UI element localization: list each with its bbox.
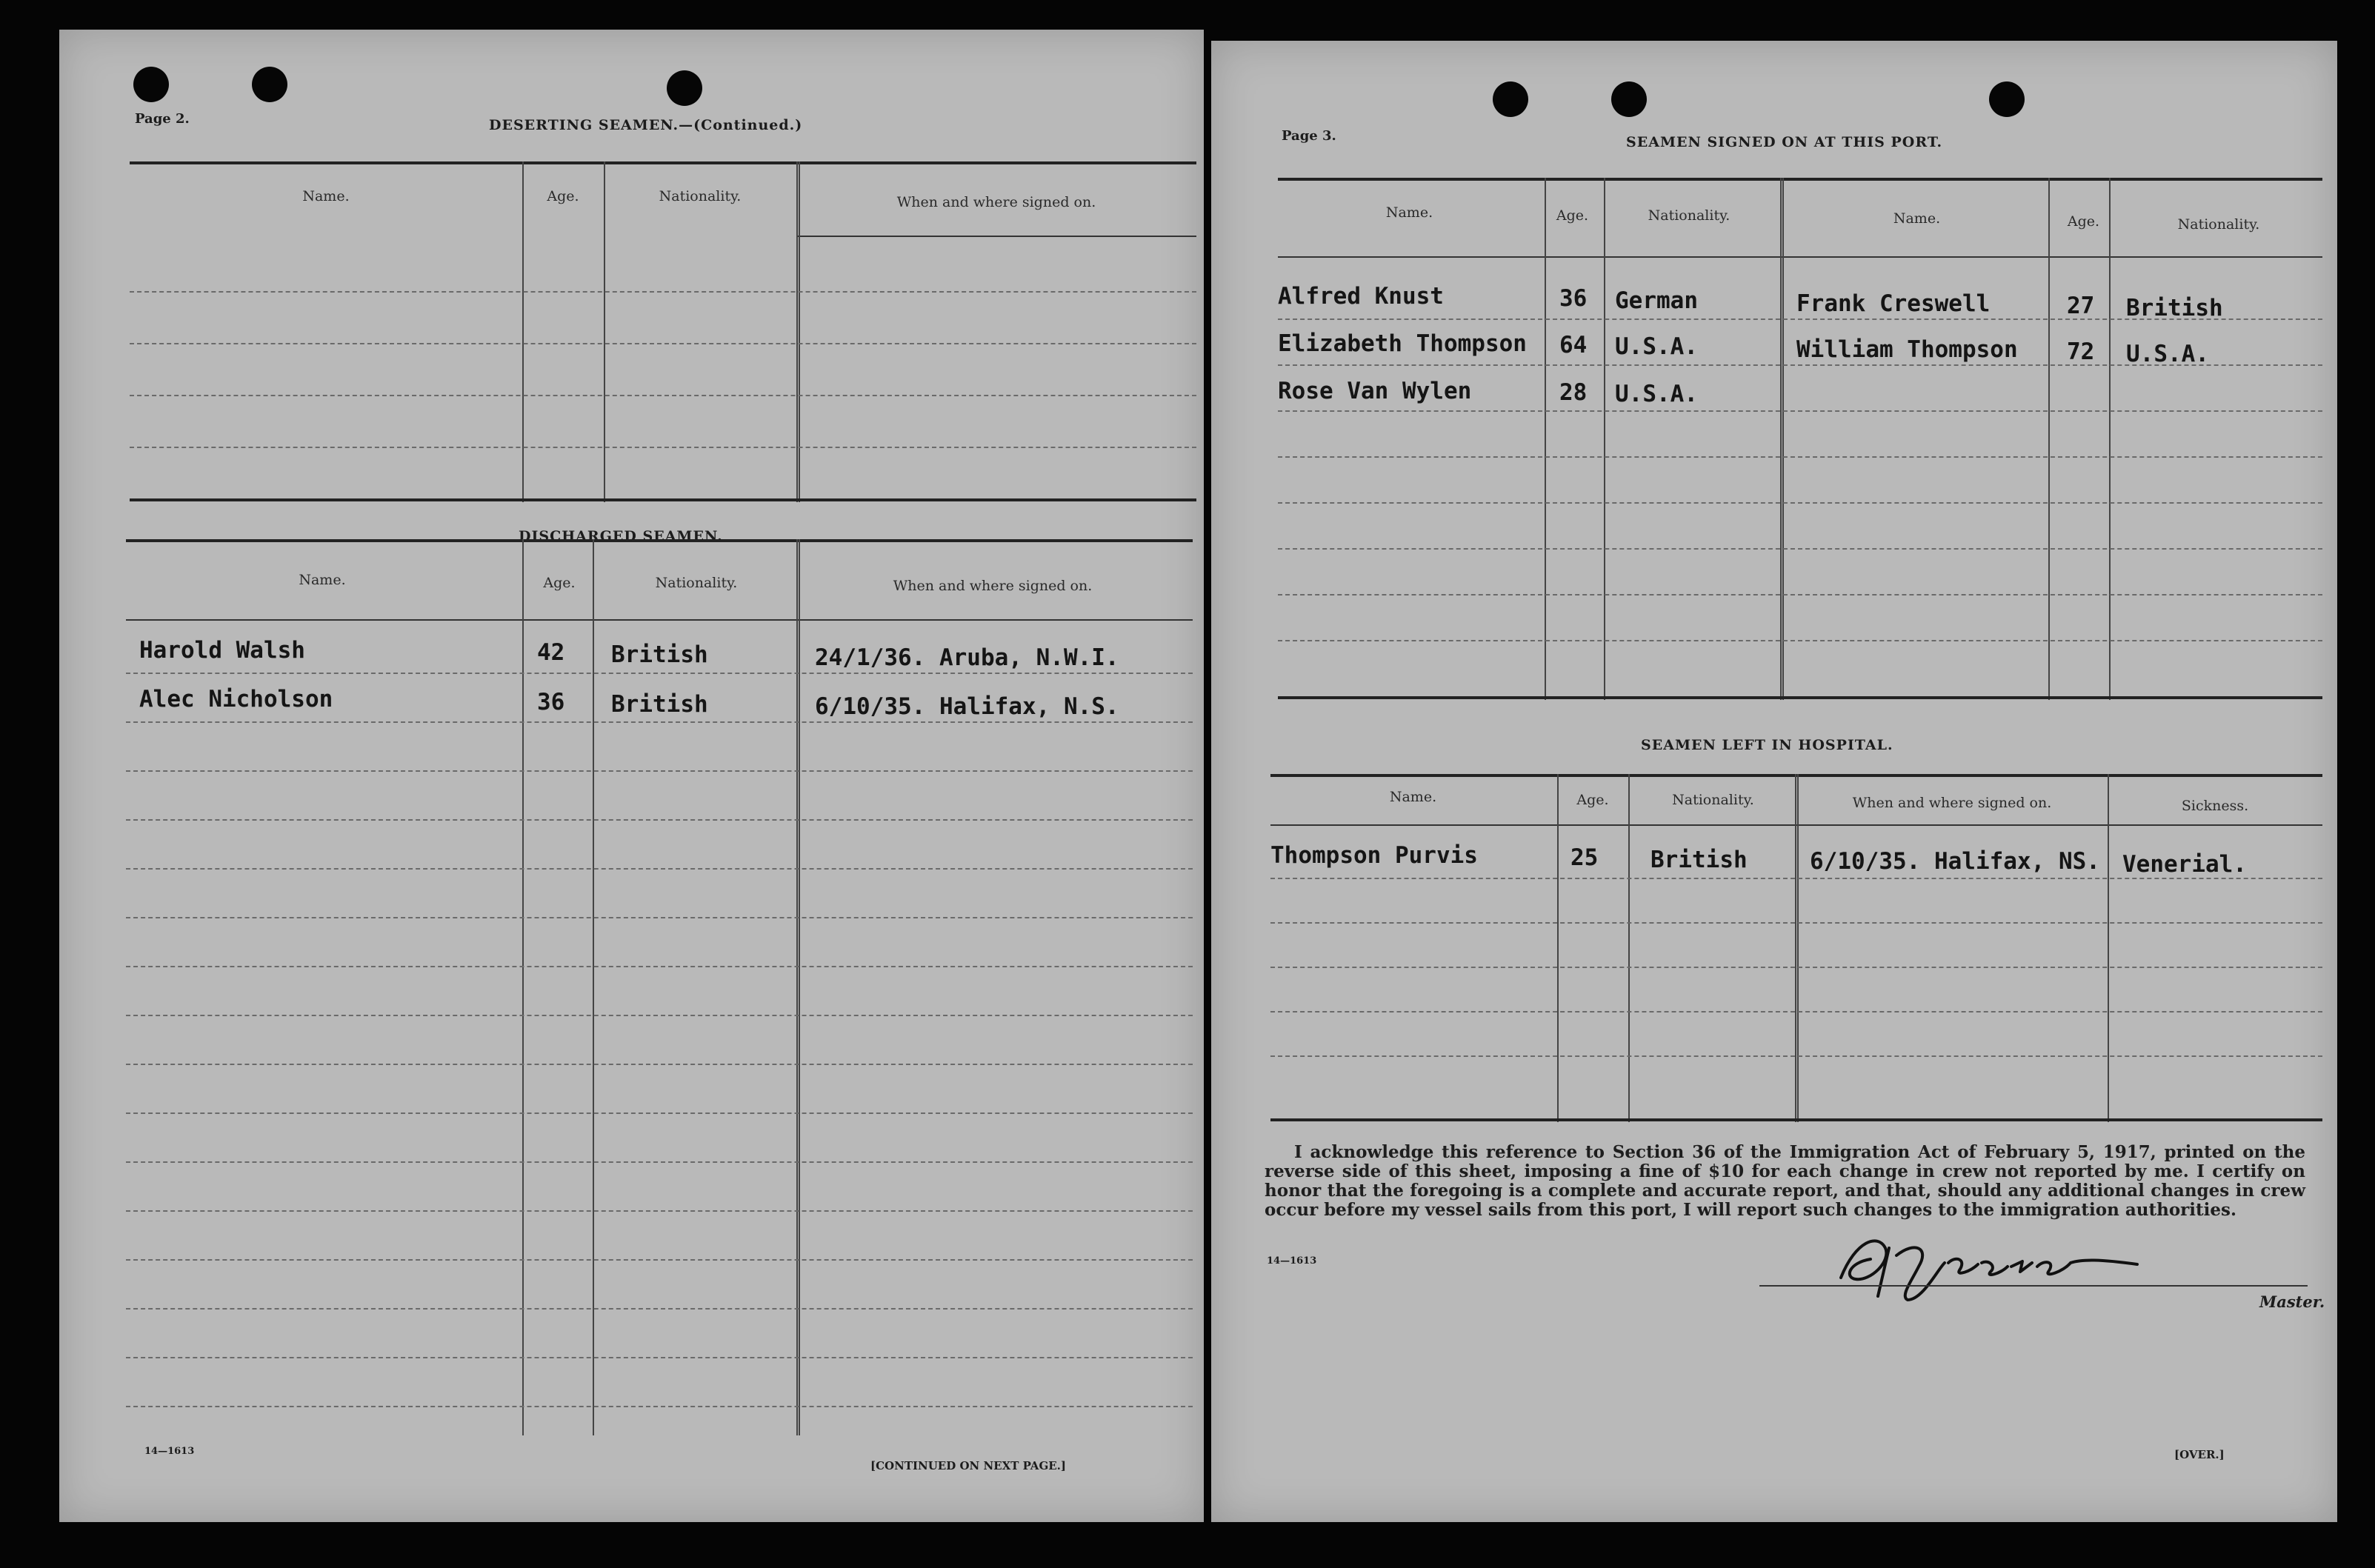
hospital-age: 25 <box>1570 844 1599 871</box>
col-header-signed-on: When and where signed on. <box>896 194 1096 210</box>
signed-on-age: 28 <box>1559 379 1588 406</box>
punch-hole <box>1611 81 1647 117</box>
col-header-nationality: Nationality. <box>659 188 742 204</box>
signed-on-nationality: German <box>1615 287 1698 314</box>
signed-on-title: SEAMEN SIGNED ON AT THIS PORT. <box>1626 134 1943 150</box>
col-header-age: Age. <box>1556 207 1589 224</box>
over-note: [OVER.] <box>2174 1448 2225 1461</box>
hospital-name: Thompson Purvis <box>1270 842 1478 869</box>
form-number: 14—1613 <box>1267 1255 1317 1267</box>
discharged-nationality: British <box>611 691 708 718</box>
signed-on-name-2: Frank Creswell <box>1796 290 1991 317</box>
punch-hole <box>667 70 702 106</box>
signed-on-name: Alfred Knust <box>1278 283 1444 310</box>
col-header-age: Age. <box>1576 792 1609 808</box>
hospital-nationality: British <box>1650 847 1748 873</box>
col-header-nationality-2: Nationality. <box>2177 216 2260 233</box>
col-header-name: Name. <box>299 572 346 588</box>
deserting-seamen-title: DESERTING SEAMEN.—(Continued.) <box>489 117 803 133</box>
signed-on-name-2: William Thompson <box>1796 336 2018 363</box>
col-header-nationality: Nationality. <box>655 575 738 591</box>
discharged-age: 36 <box>537 689 565 715</box>
form-number: 14—1613 <box>144 1446 195 1457</box>
discharged-name: Alec Nicholson <box>139 686 333 713</box>
punch-hole <box>133 67 169 102</box>
discharged-seamen-title: DISCHARGED SEAMEN. <box>519 528 723 544</box>
col-header-name-2: Name. <box>1893 210 1941 227</box>
signed-on-age: 64 <box>1559 332 1588 358</box>
right-page <box>1211 41 2337 1522</box>
col-header-name: Name. <box>302 188 350 204</box>
col-header-age-2: Age. <box>2067 213 2100 230</box>
discharged-nationality: British <box>611 641 708 668</box>
acknowledgement-text: I acknowledge this reference to Section 36 of the Immigration Act of February 5, 1917, printed on the reverse side of this sheet, imposing a fine of $10 for each change in crew not reported by me. I certify on honor that the foregoing is a complete and accurate report, and that, should any additional changes in crew occur before my vessel sails from this port, I will report such changes to the immigration authorities. <box>1265 1142 2305 1220</box>
left-page <box>59 30 1204 1522</box>
col-header-signed-on: When and where signed on. <box>893 578 1093 594</box>
continued-note: [CONTINUED ON NEXT PAGE.] <box>870 1459 1067 1472</box>
hospital-title: SEAMEN LEFT IN HOSPITAL. <box>1641 737 1893 753</box>
punch-hole <box>1493 81 1528 117</box>
discharged-signed-on: 6/10/35. Halifax, N.S. <box>815 693 1119 720</box>
col-header-name: Name. <box>1389 789 1437 805</box>
signed-on-age-2: 27 <box>2067 293 2095 319</box>
col-header-nationality: Nationality. <box>1672 792 1754 808</box>
col-header-name: Name. <box>1385 204 1433 221</box>
page-number: Page 2. <box>135 111 190 127</box>
signed-on-age-2: 72 <box>2067 338 2095 365</box>
signed-on-name: Rose Van Wylen <box>1278 378 1472 404</box>
hospital-signed-on: 6/10/35. Halifax, NS. <box>1810 848 2100 875</box>
signed-on-age: 36 <box>1559 285 1588 312</box>
master-label: Master. <box>2259 1292 2325 1311</box>
col-header-signed-on: When and where signed on. <box>1852 795 2052 811</box>
page-number: Page 3. <box>1282 128 1336 144</box>
col-header-nationality: Nationality. <box>1648 207 1731 224</box>
hospital-table <box>1270 774 2322 1126</box>
punch-hole <box>252 67 287 102</box>
signed-on-name: Elizabeth Thompson <box>1278 330 1527 357</box>
signature-line <box>1759 1285 2308 1287</box>
discharged-signed-on: 24/1/36. Aruba, N.W.I. <box>815 644 1119 671</box>
signed-on-nationality-2: U.S.A. <box>2126 341 2209 367</box>
punch-hole <box>1989 81 2025 117</box>
col-header-age: Age. <box>547 188 579 204</box>
discharged-name: Harold Walsh <box>139 637 305 664</box>
signed-on-table <box>1278 178 2322 707</box>
deserting-seamen-table <box>130 161 1196 502</box>
col-header-sickness: Sickness. <box>2181 798 2249 814</box>
discharged-seamen-table <box>126 539 1193 1443</box>
signed-on-nationality: U.S.A. <box>1615 381 1698 407</box>
signed-on-nationality-2: British <box>2126 295 2223 321</box>
hospital-sickness: Venerial. <box>2122 851 2247 878</box>
master-signature <box>1826 1226 2152 1307</box>
signed-on-nationality: U.S.A. <box>1615 333 1698 360</box>
discharged-age: 42 <box>537 639 565 666</box>
col-header-age: Age. <box>543 575 576 591</box>
